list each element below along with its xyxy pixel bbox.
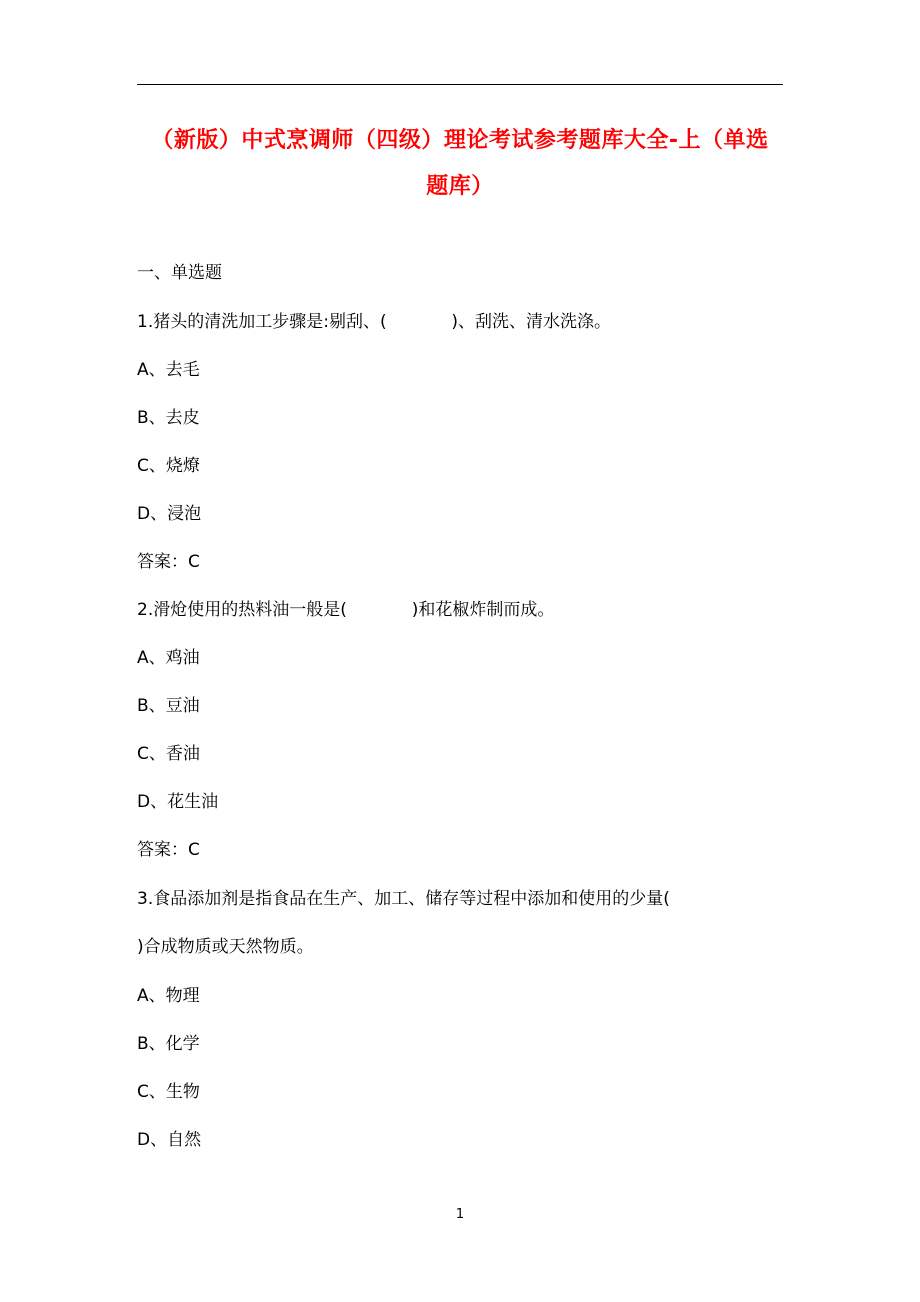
question-1-option-a: A、去毛: [137, 360, 200, 380]
question-2-stem: 2.滑炝使用的热料油一般是( )和花椒炸制而成。: [137, 600, 555, 620]
section-heading: 一、单选题: [137, 263, 222, 283]
page-number: 1: [455, 1207, 465, 1222]
question-1-option-b: B、去皮: [137, 408, 200, 428]
question-3-stem-line-1: 3.食品添加剂是指食品在生产、加工、储存等过程中添加和使用的少量(: [137, 889, 670, 909]
header-rule: [137, 84, 783, 85]
question-3-option-d: D、自然: [137, 1130, 202, 1150]
question-3-option-c: C、生物: [137, 1082, 200, 1102]
question-1-option-d: D、浸泡: [137, 504, 202, 524]
question-1-answer: 答案：C: [137, 552, 200, 572]
title-line-2: 题库）: [426, 174, 494, 199]
question-2-option-d: D、花生油: [137, 792, 219, 812]
question-3-stem-line-2: )合成物质或天然物质。: [137, 937, 314, 957]
question-2-answer: 答案：C: [137, 840, 200, 860]
question-1-stem: 1.猪头的清洗加工步骤是:剔刮、( )、刮洗、清水洗涤。: [137, 312, 612, 332]
question-1-option-c: C、烧燎: [137, 456, 200, 476]
question-3-option-a: A、物理: [137, 986, 200, 1006]
question-2-option-c: C、香油: [137, 744, 200, 764]
title-line-1: （新版）中式烹调师（四级）理论考试参考题库大全-上（单选: [151, 128, 769, 153]
question-2-option-a: A、鸡油: [137, 648, 200, 668]
question-3-option-b: B、化学: [137, 1034, 200, 1054]
document-title: [137, 118, 783, 210]
question-2-option-b: B、豆油: [137, 696, 200, 716]
